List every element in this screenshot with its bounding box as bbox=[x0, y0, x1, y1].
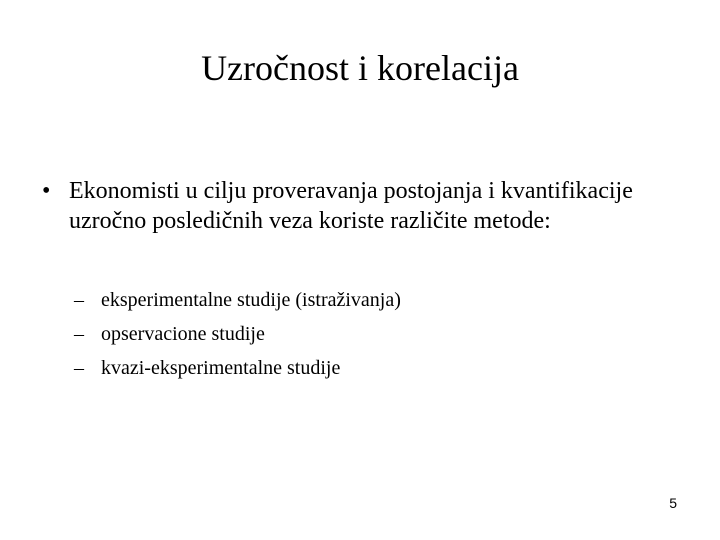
page-number: 5 bbox=[669, 495, 677, 511]
sub-bullet-item bbox=[74, 351, 634, 385]
bullet-item bbox=[42, 176, 682, 236]
sub-bullet-text: opservacione studije bbox=[101, 323, 265, 345]
dash-marker: – bbox=[74, 289, 84, 311]
bullet-marker: • bbox=[42, 178, 51, 204]
sub-bullet-item bbox=[74, 317, 634, 351]
slide-title: Uzročnost i korelacija bbox=[201, 48, 519, 88]
bullet-list bbox=[42, 176, 682, 236]
sub-bullet-text: kvazi-eksperimentalne studije bbox=[101, 357, 341, 379]
bullet-text: Ekonomisti u cilju proveravanja postojanja i kvantifikacije uzročno posledičnih veza koriste različite metode: bbox=[69, 178, 633, 234]
sub-bullet-text: eksperimentalne studije (istraživanja) bbox=[101, 289, 401, 311]
sub-bullet-list bbox=[74, 283, 634, 385]
dash-marker: – bbox=[74, 323, 84, 345]
sub-bullet-item bbox=[74, 283, 634, 317]
dash-marker: – bbox=[74, 357, 84, 379]
